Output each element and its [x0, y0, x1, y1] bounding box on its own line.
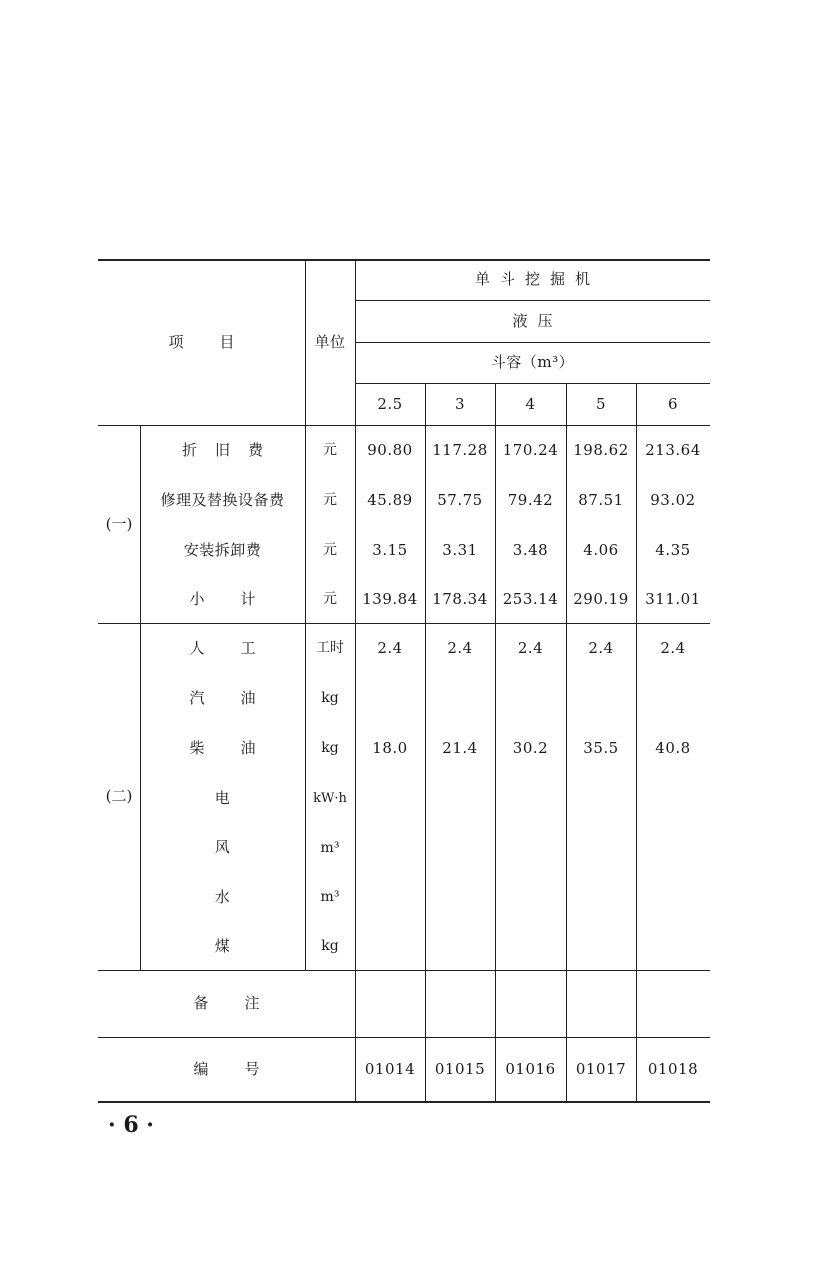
table-cell: 57.75 — [437, 490, 483, 509]
table-cell: 2.4 — [588, 638, 614, 657]
row-repair-unit: 元 — [323, 492, 337, 508]
capacity-4: 5 — [595, 394, 607, 413]
row-diesel-name: 柴油 — [189, 738, 292, 757]
code-cell: 01014 — [364, 1059, 416, 1078]
table-cell: 21.4 — [442, 738, 478, 757]
row-subtotal-name: 小计 — [189, 589, 292, 608]
group2-label: (二) — [105, 787, 133, 805]
row-water-name: 水 — [214, 887, 231, 906]
table-cell: 40.8 — [655, 738, 691, 757]
row-coal-name: 煤 — [214, 936, 231, 955]
table-cell: 93.02 — [650, 490, 696, 509]
row-depreciation-name: 折旧费 — [181, 440, 281, 459]
row-air-name: 风 — [214, 838, 231, 856]
header-machine: 单斗挖掘机 — [474, 270, 600, 288]
table-cell: 79.42 — [507, 490, 554, 509]
table-cell: 2.4 — [660, 638, 686, 657]
table-cell: 4.06 — [583, 540, 619, 559]
row-install-unit: 元 — [323, 542, 337, 558]
row-air-unit: m³ — [320, 839, 340, 856]
capacity-5: 6 — [667, 394, 679, 413]
cost-table — [98, 259, 710, 1103]
code-cell: 01015 — [434, 1059, 486, 1078]
table-cell: 4.35 — [655, 540, 691, 559]
capacity-1: 2.5 — [377, 394, 403, 413]
row-diesel-unit: kg — [321, 740, 339, 756]
table-bottom-rule — [98, 1101, 710, 1103]
table-cell: 3.31 — [442, 540, 478, 559]
table-cell: 311.01 — [645, 589, 701, 608]
row-repair-name: 修理及替换设备费 — [160, 490, 285, 509]
row-electricity-name: 电 — [214, 788, 231, 807]
table-cell: 2.4 — [377, 638, 403, 657]
table-cell: 290.19 — [573, 589, 629, 608]
table-cell: 3.15 — [372, 540, 408, 559]
table-cell: 87.51 — [578, 490, 624, 509]
row-coal-unit: kg — [321, 938, 339, 954]
table-cell: 213.64 — [645, 440, 701, 459]
code-label: 编号 — [193, 1059, 296, 1078]
row-water-unit: m³ — [320, 889, 340, 905]
capacity-3: 4 — [525, 394, 536, 413]
header-type: 液压 — [512, 311, 563, 330]
row-subtotal-unit: 元 — [323, 591, 337, 607]
remarks-label: 备注 — [193, 994, 296, 1012]
table-cell: 35.5 — [583, 738, 619, 757]
header-item: 项目 — [168, 332, 271, 351]
code-cell: 01016 — [505, 1059, 556, 1078]
table-cell: 90.80 — [367, 440, 413, 459]
page-number: · 6 · — [108, 1112, 154, 1138]
row-depreciation-unit: 元 — [323, 442, 337, 458]
table-cell: 18.0 — [372, 738, 408, 757]
group1-label: (一) — [105, 514, 133, 533]
row-gasoline-unit: kg — [321, 690, 339, 706]
table-cell: 2.4 — [517, 638, 544, 657]
row-labor-name: 人工 — [189, 638, 292, 657]
row-install-name: 安装拆卸费 — [183, 540, 262, 559]
table-cell: 139.84 — [362, 589, 418, 608]
table-cell: 117.28 — [432, 440, 488, 459]
table-cell: 170.24 — [502, 440, 559, 459]
code-cell: 01017 — [575, 1059, 627, 1078]
table-cell: 3.48 — [512, 540, 549, 559]
capacity-2: 3 — [454, 394, 466, 413]
header-unit: 单位 — [314, 332, 346, 351]
row-electricity-unit: kW·h — [313, 790, 347, 806]
table-cell: 30.2 — [512, 738, 549, 757]
header-capacity: 斗容（m³） — [490, 353, 575, 371]
table-cell: 178.34 — [432, 589, 488, 608]
table-cell: 253.14 — [502, 589, 559, 608]
table-cell: 2.4 — [447, 638, 473, 657]
code-cell: 01018 — [647, 1059, 699, 1078]
table-cell: 45.89 — [367, 490, 413, 509]
row-labor-unit: 工时 — [316, 640, 344, 656]
row-gasoline-name: 汽油 — [189, 688, 292, 707]
table-cell: 198.62 — [573, 440, 629, 459]
